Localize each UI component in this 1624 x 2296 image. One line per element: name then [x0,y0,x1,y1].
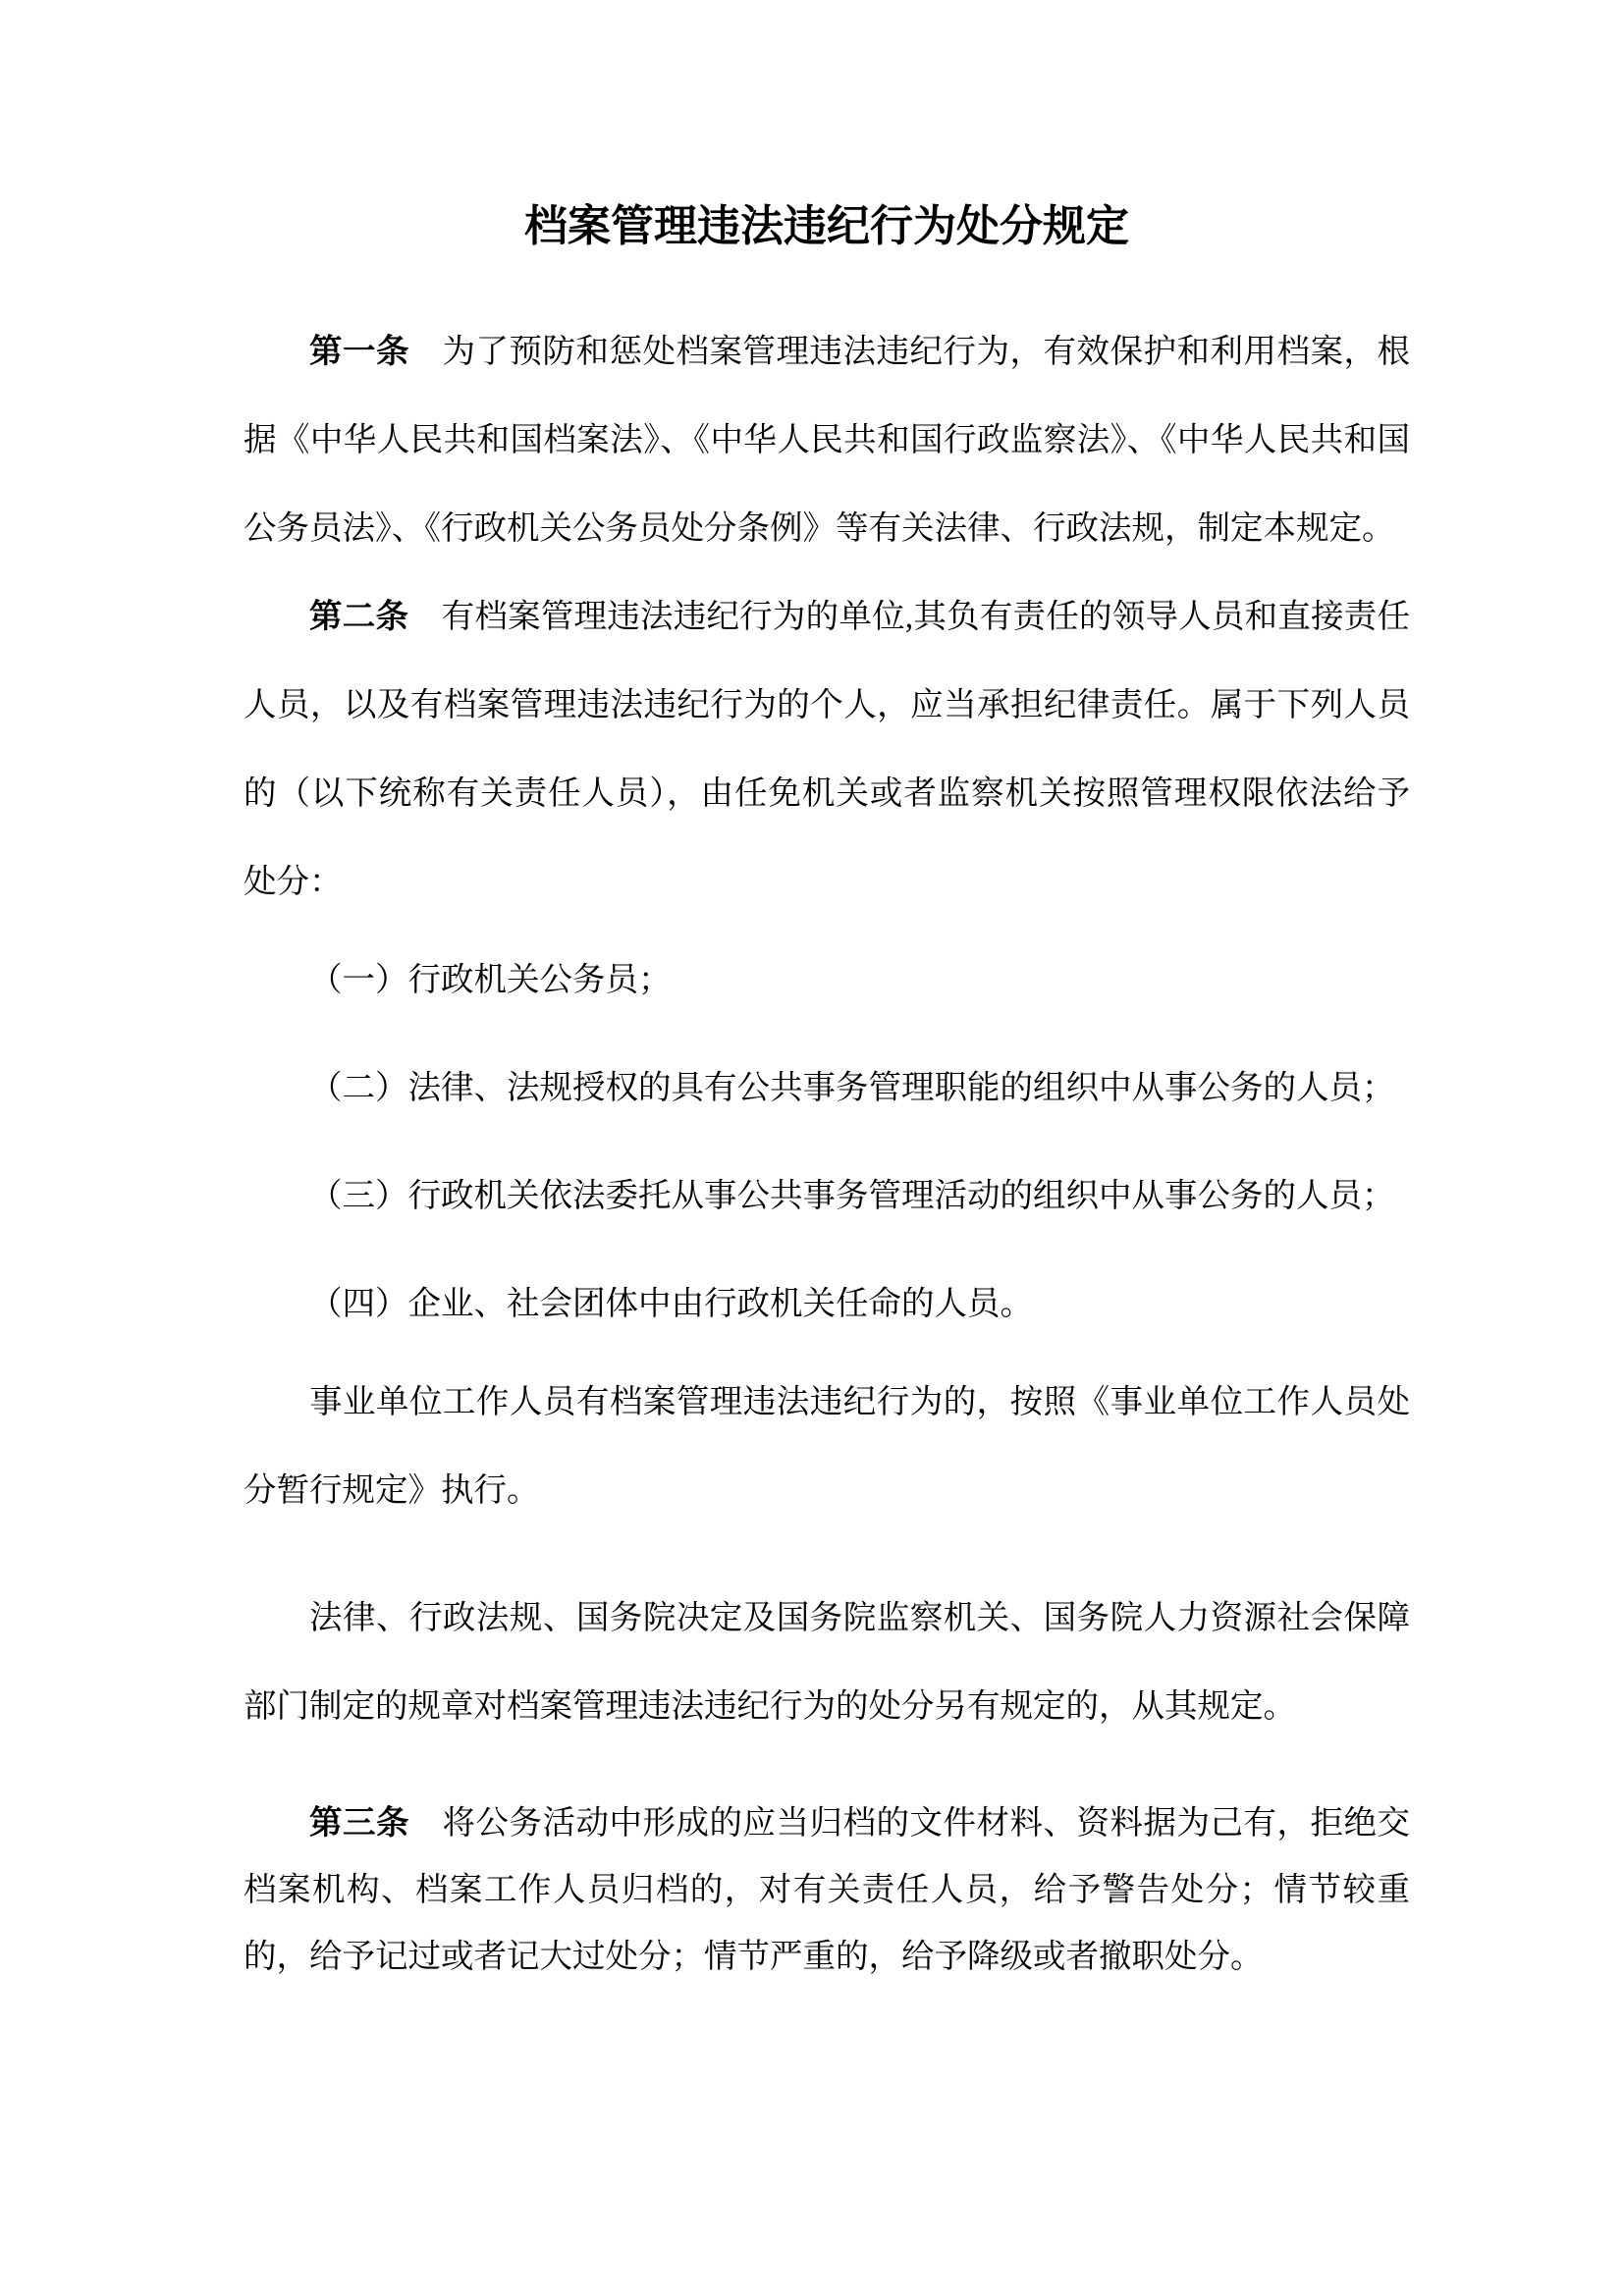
article-2-label: 第二条 [309,599,409,635]
body-paragraph-2: 法律、行政法规、国务院决定及国务院监察机关、国务院人力资源社会保障部门制定的规章对档案管理违法违纪行为的处分另有规定的，从其规定。 [244,1600,1410,1725]
list-item-1: （一）行政机关公务员； [309,962,672,998]
list-item-4: （四）企业、社会团体中由行政机关任命的人员。 [309,1286,1033,1322]
article-2-paragraph [244,573,1410,927]
list-item-2: （二）法律、法规授权的具有公共事务管理职能的组织中从事公务的人员； [309,1070,1395,1106]
list-item-3: （三）行政机关依法委托从事公共事务管理活动的组织中从事公务的人员； [309,1178,1395,1214]
article-1-label: 第一条 [309,334,409,370]
document-title: 档案管理违法违纪行为处分规定 [524,202,1129,250]
article-3-text: 将公务活动中形成的应当归档的文件材料、资料据为己有，拒绝交档案机构、档案工作人员归档的，对有关责任人员，给予警告处分；情节较重的，给予记过或者记大过处分；情节严重的，给予降级或者撤职处分。 [244,1805,1410,1975]
article-2-text: 有档案管理违法违纪行为的单位,其负有责任的领导人员和直接责任人员，以及有档案管理违法违纪行为的个人，应当承担纪律责任。属于下列人员的（以下统称有关责任人员），由任免机关或者监察机关按照管理权限依法给予处分： [244,599,1411,900]
article-1-paragraph [244,308,1410,573]
article-3-label: 第三条 [309,1805,409,1842]
article-3-paragraph [244,1790,1410,1991]
article-1-text: 为了预防和惩处档案管理违法违纪行为，有效保护和利用档案，根据《中华人民共和国档案法》、《中华人民共和国行政监察法》、《中华人民共和国公务员法》、《行政机关公务员处分条例》等有关法律、行政法规，制定本规定。 [244,334,1410,547]
body-paragraph-1: 事业单位工作人员有档案管理违法违纪行为的，按照《事业单位工作人员处分暂行规定》执行。 [244,1384,1410,1509]
